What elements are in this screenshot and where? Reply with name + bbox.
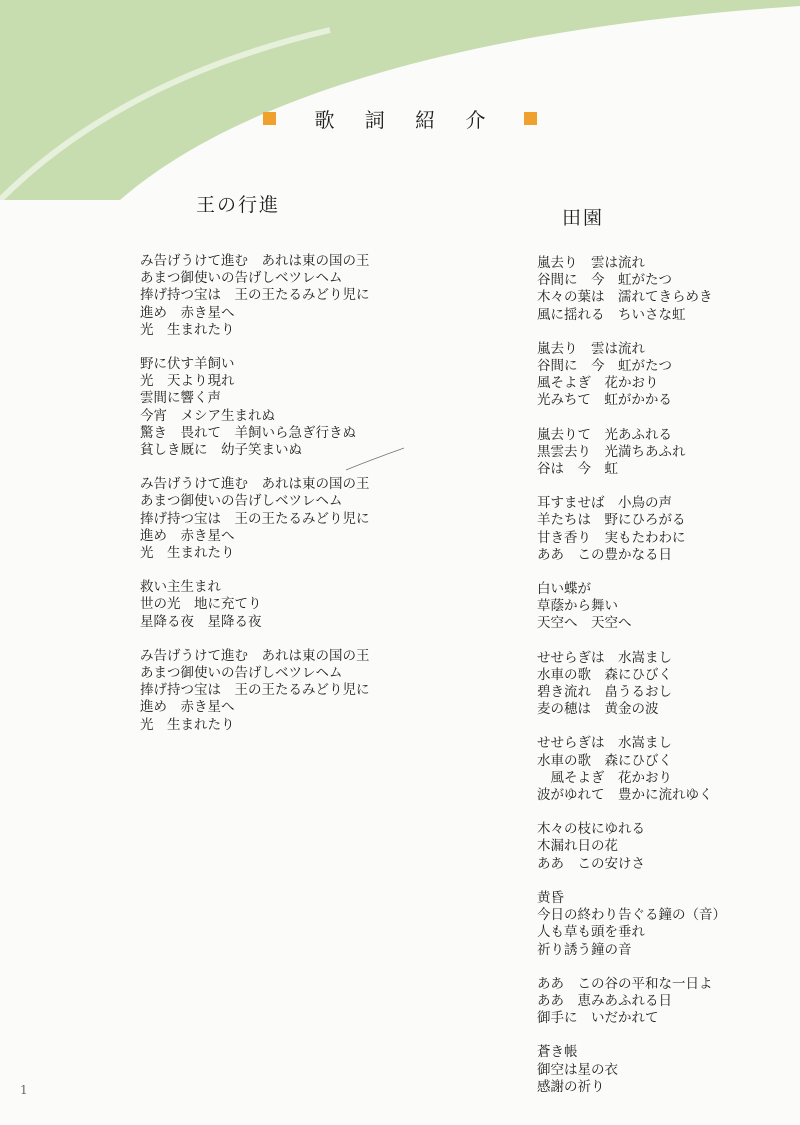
lyric-line: 光 生まれたり bbox=[140, 545, 235, 562]
lyric-line: 黄昏 bbox=[537, 889, 564, 906]
lyric-line: 木々の葉は 濡れてきらめき bbox=[537, 289, 713, 306]
lyric-line: 風に揺れる ちいさな虹 bbox=[537, 306, 686, 323]
lyric-line: 水車の歌 森にひびく bbox=[537, 752, 672, 769]
lyric-line: 今宵 メシア生まれぬ bbox=[140, 407, 275, 424]
lyric-line: 今日の終わり告ぐる鐘の（音） bbox=[537, 907, 726, 924]
lyric-line: 御手に いだかれて bbox=[537, 1010, 659, 1027]
lyric-line: 草蔭から舞い bbox=[537, 598, 618, 615]
lyric-line: 碧き流れ 畠うるおし bbox=[537, 684, 672, 701]
lyric-line: 木々の枝にゆれる bbox=[537, 821, 645, 838]
lyric-line: 光 天より現れ bbox=[140, 373, 235, 390]
lyric-line: み告げうけて進む あれは東の国の王 bbox=[140, 647, 370, 664]
lyric-line: 光 生まれたり bbox=[140, 716, 235, 733]
lyric-line: 感謝の祈り bbox=[537, 1078, 605, 1095]
lyric-line: 嵐去りて 光あふれる bbox=[537, 426, 672, 443]
lyric-line: 谷間に 今 虹がたつ bbox=[537, 358, 672, 375]
lyric-line: 祈り誘う鐘の音 bbox=[537, 941, 632, 958]
lyric-line: 進め 赤き星へ bbox=[140, 699, 235, 716]
lyric-line: 風そよぎ 花かおり bbox=[537, 375, 659, 392]
lyric-line: 人も草も頭を垂れ bbox=[537, 924, 645, 941]
lyric-line: あまつ御使いの告げしベツレヘム bbox=[140, 270, 343, 287]
lyric-line: 雲間に響く声 bbox=[140, 390, 221, 407]
right-song-title: 田園 bbox=[562, 207, 605, 229]
lyric-line: 波がゆれて 豊かに流れゆく bbox=[537, 787, 713, 804]
lyric-line: あまつ御使いの告げしベツレヘム bbox=[140, 665, 343, 682]
lyric-line: 天空へ 天空へ bbox=[537, 615, 632, 632]
lyric-line: せせらぎは 水嵩まし bbox=[537, 649, 672, 666]
lyric-line: 光みちて 虹がかかる bbox=[537, 392, 672, 409]
lyric-line: 甘き香り 実もたわわに bbox=[537, 529, 686, 546]
lyric-line: 捧げ持つ宝は 王の王たるみどり児に bbox=[140, 287, 370, 304]
lyric-line: 麦の穂は 黄金の波 bbox=[537, 701, 659, 718]
left-song-title: 王の行進 bbox=[196, 194, 281, 216]
lyric-line: み告げうけて進む あれは東の国の王 bbox=[140, 476, 370, 493]
lyric-line: ああ 恵みあふれる日 bbox=[537, 992, 672, 1009]
lyric-line: 耳すませば 小鳥の声 bbox=[537, 495, 672, 512]
lyric-line: 嵐去り 雲は流れ bbox=[537, 255, 645, 271]
lyric-line: 光 生まれたり bbox=[140, 321, 235, 338]
lyric-line: ああ この安けさ bbox=[537, 855, 645, 872]
lyric-line: 黒雲去り 光満ちあふれ bbox=[537, 443, 686, 460]
lyric-line: 進め 赤き星へ bbox=[140, 304, 235, 321]
lyric-line: 捧げ持つ宝は 王の王たるみどり児に bbox=[140, 682, 370, 699]
lyric-line: ああ この豊かなる日 bbox=[537, 546, 672, 563]
lyric-line: 蒼き帳 bbox=[537, 1044, 578, 1061]
page-number: 1 bbox=[20, 1083, 28, 1097]
lyric-line: 嵐去り 雲は流れ bbox=[537, 340, 645, 357]
lyric-line: あまつ御使いの告げしベツレヘム bbox=[140, 493, 343, 510]
lyric-line: 御空は星の衣 bbox=[537, 1061, 618, 1078]
lyric-line: 世の光 地に充てり bbox=[140, 596, 262, 613]
lyric-line: 驚き 畏れて 羊飼いら急ぎ行きぬ bbox=[140, 424, 356, 441]
lyric-line: 進め 赤き星へ bbox=[140, 527, 235, 544]
lyric-line: ああ この谷の平和な一日よ bbox=[537, 975, 713, 992]
lyric-line: 風そよぎ 花かおり bbox=[537, 769, 672, 786]
lyric-line: 羊たちは 野にひろがる bbox=[537, 512, 686, 529]
lyric-line: 谷は 今 虹 bbox=[537, 461, 618, 478]
lyric-line: 谷間に 今 虹がたつ bbox=[537, 272, 672, 289]
lyric-line: 救い主生まれ bbox=[140, 579, 221, 596]
lyric-line: 白い蝶が bbox=[537, 581, 591, 598]
lyric-line: 木漏れ日の花 bbox=[537, 838, 618, 855]
lyric-line: 星降る夜 星降る夜 bbox=[140, 613, 262, 630]
page-title: 歌 詞 紹 介 bbox=[314, 107, 498, 132]
lyric-line: 捧げ持つ宝は 王の王たるみどり児に bbox=[140, 510, 370, 527]
lyric-line: 貧しき厩に 幼子笑まいぬ bbox=[140, 442, 302, 459]
lyric-line: 水車の歌 森にひびく bbox=[537, 666, 672, 683]
lyric-line: み告げうけて進む あれは東の国の王 bbox=[140, 253, 370, 269]
lyric-line: 野に伏す羊飼い bbox=[140, 356, 235, 373]
lyric-line: せせらぎは 水嵩まし bbox=[537, 735, 672, 752]
